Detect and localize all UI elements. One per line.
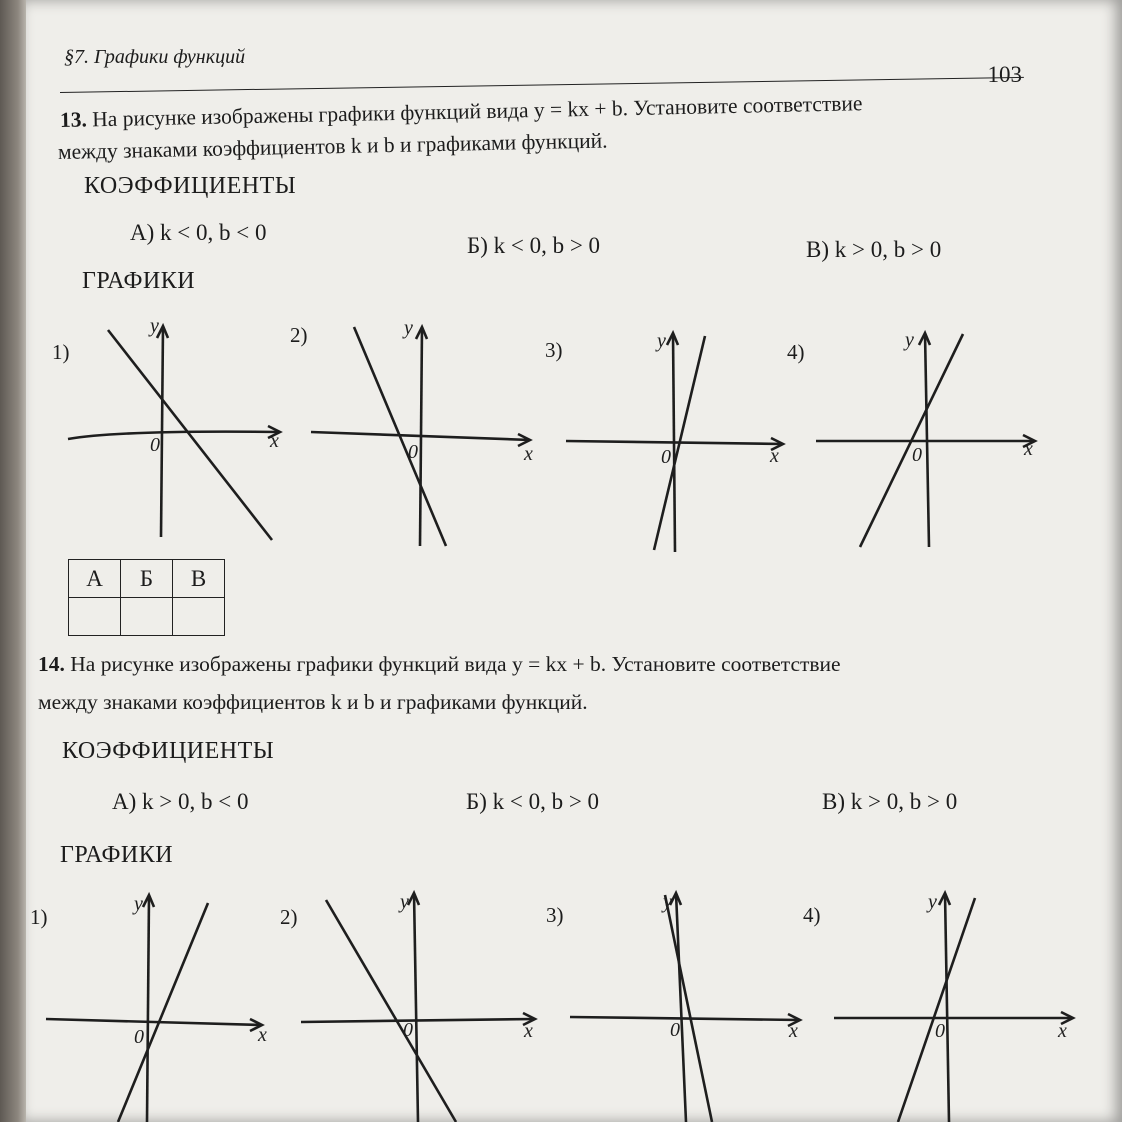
y-axis-label: y xyxy=(150,315,159,337)
task14-coef-a: А) k > 0, b < 0 xyxy=(112,789,249,814)
task14-coef-b: Б) k < 0, b > 0 xyxy=(466,789,600,814)
y-axis-label: y xyxy=(657,330,666,352)
task14-number: 14. xyxy=(38,652,65,676)
origin-label: 0 xyxy=(408,441,418,463)
task14-coef-v: В) k > 0, b > 0 xyxy=(822,789,958,814)
origin-label: 0 xyxy=(661,446,671,468)
task14-text1: На рисунке изображены графики функций вида y = kx + b. Установите соответствие xyxy=(70,652,841,676)
origin-label: 0 xyxy=(912,444,922,466)
task14-graph3-label: 3) xyxy=(546,903,564,927)
task14-graphs-title: ГРАФИКИ xyxy=(60,842,174,868)
origin-label: 0 xyxy=(134,1026,144,1048)
task14-graph2-label: 2) xyxy=(280,905,298,929)
task13-number: 13. xyxy=(59,107,88,132)
y-axis-label: y xyxy=(928,891,937,913)
task14-text2: между знаками коэффициентов k и b и графиками функций. xyxy=(38,690,588,714)
task13-graph3-label: 3) xyxy=(545,338,563,362)
y-axis-label: y xyxy=(400,891,409,913)
task13-text2: между знаками коэффициентов k и b и графиками функций. xyxy=(57,128,608,164)
x-axis-label: x xyxy=(270,430,279,452)
y-axis-label: y xyxy=(905,329,914,351)
task13-graphs-title: ГРАФИКИ xyxy=(82,268,196,294)
task13-graph1-label: 1) xyxy=(52,340,70,364)
y-axis-label: y xyxy=(134,893,143,915)
graph-line xyxy=(898,898,975,1122)
task14-graph4-label: 4) xyxy=(803,903,821,927)
origin-label: 0 xyxy=(670,1019,680,1041)
task13-graph4-label: 4) xyxy=(787,340,805,364)
x-axis-label: x xyxy=(1024,438,1033,460)
origin-label: 0 xyxy=(935,1020,945,1042)
answer-header-b: Б xyxy=(121,560,173,598)
task14-graph1-label: 1) xyxy=(30,905,48,929)
y-axis-label: y xyxy=(663,891,672,913)
x-axis-label: x xyxy=(524,443,533,465)
origin-label: 0 xyxy=(403,1019,413,1041)
x-axis-label: x xyxy=(770,445,779,467)
x-axis-label: x xyxy=(258,1024,267,1046)
page-number: 103 xyxy=(987,62,1022,87)
x-axis-label: x xyxy=(1058,1020,1067,1042)
y-axis xyxy=(945,893,949,1122)
task13-text1: На рисунке изображены графики функций вида y = kx + b. Установите соответствие xyxy=(91,91,863,132)
section-header: §7. Графики функций xyxy=(64,46,246,68)
task13-coef-title: КОЭФФИЦИЕНТЫ xyxy=(84,173,297,199)
answer-header-v: В xyxy=(173,560,225,598)
y-axis-label: y xyxy=(404,317,413,339)
origin-label: 0 xyxy=(150,434,160,456)
task13-coef-v: В) k > 0, b > 0 xyxy=(806,237,942,262)
x-axis-label: x xyxy=(524,1020,533,1042)
task13-coef-b: Б) k < 0, b > 0 xyxy=(467,233,601,258)
task13-graph2-label: 2) xyxy=(290,323,308,347)
task13-coef-a: А) k < 0, b < 0 xyxy=(130,220,267,245)
task14-coef-title: КОЭФФИЦИЕНТЫ xyxy=(62,738,275,764)
answer-header-a: А xyxy=(69,560,121,598)
x-axis-label: x xyxy=(789,1020,798,1042)
